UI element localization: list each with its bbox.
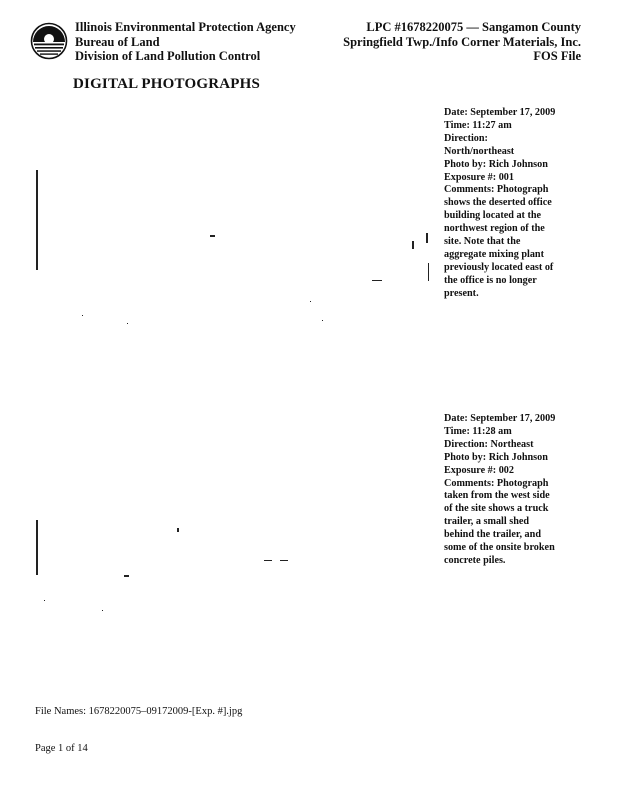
agency-name: Illinois Environmental Protection Agency bbox=[75, 20, 296, 34]
photo-1-details bbox=[444, 107, 584, 301]
division-name: Division of Land Pollution Control bbox=[75, 49, 261, 63]
site-name: Springfield Twp./Info Corner Materials, Inc. bbox=[343, 34, 581, 49]
caption-line: Exposure #: 001 bbox=[444, 171, 514, 183]
caption-line: concrete piles. bbox=[444, 554, 506, 566]
caption-line: Direction: bbox=[444, 132, 488, 144]
caption-line: the office is no longer bbox=[444, 274, 537, 286]
photograph-1 bbox=[32, 105, 437, 395]
lpc-number: LPC #1678220075 — Sangamon County bbox=[366, 20, 581, 34]
caption-line: Time: 11:28 am bbox=[444, 425, 512, 437]
caption-line: Exposure #: 002 bbox=[444, 464, 514, 476]
photo-2-details bbox=[444, 413, 584, 568]
caption-line: present. bbox=[444, 287, 479, 299]
caption-line: Date: September 17, 2009 bbox=[444, 107, 556, 118]
caption-line: of the site shows a truck bbox=[444, 503, 549, 515]
caption-line: Comments: Photograph bbox=[444, 477, 549, 489]
caption-line: Date: September 17, 2009 bbox=[444, 413, 556, 424]
caption-line: behind the trailer, and bbox=[444, 529, 541, 541]
caption-line: trailer, a small shed bbox=[444, 516, 530, 528]
caption-line: building located at the bbox=[444, 210, 542, 222]
caption-line: site. Note that the bbox=[444, 236, 521, 248]
file-type: FOS File bbox=[533, 49, 581, 63]
file-names-note: File Names: 1678220075–09172009-[Exp. #].jpg bbox=[35, 706, 243, 717]
caption-line: Photo by: Rich Johnson bbox=[444, 451, 548, 463]
agency-seal-logo bbox=[30, 22, 68, 60]
agency-header bbox=[75, 20, 296, 64]
caption-line: Direction: Northeast bbox=[444, 438, 534, 450]
caption-line: some of the onsite broken bbox=[444, 542, 555, 554]
caption-line: taken from the west side bbox=[444, 490, 550, 502]
photograph-2 bbox=[32, 410, 437, 700]
bureau-name: Bureau of Land bbox=[75, 34, 160, 49]
page-number: Page 1 of 14 bbox=[35, 743, 88, 754]
site-header bbox=[343, 20, 581, 64]
caption-line: aggregate mixing plant bbox=[444, 248, 544, 260]
caption-line: shows the deserted office bbox=[444, 197, 552, 209]
caption-line: North/northeast bbox=[444, 145, 515, 157]
caption-line: Comments: Photograph bbox=[444, 184, 549, 196]
caption-line: Photo by: Rich Johnson bbox=[444, 158, 548, 170]
caption-line: Time: 11:27 am bbox=[444, 119, 512, 131]
caption-line: previously located east of bbox=[444, 261, 554, 273]
caption-line: northwest region of the bbox=[444, 223, 545, 235]
page-title: DIGITAL PHOTOGRAPHS bbox=[73, 76, 261, 92]
